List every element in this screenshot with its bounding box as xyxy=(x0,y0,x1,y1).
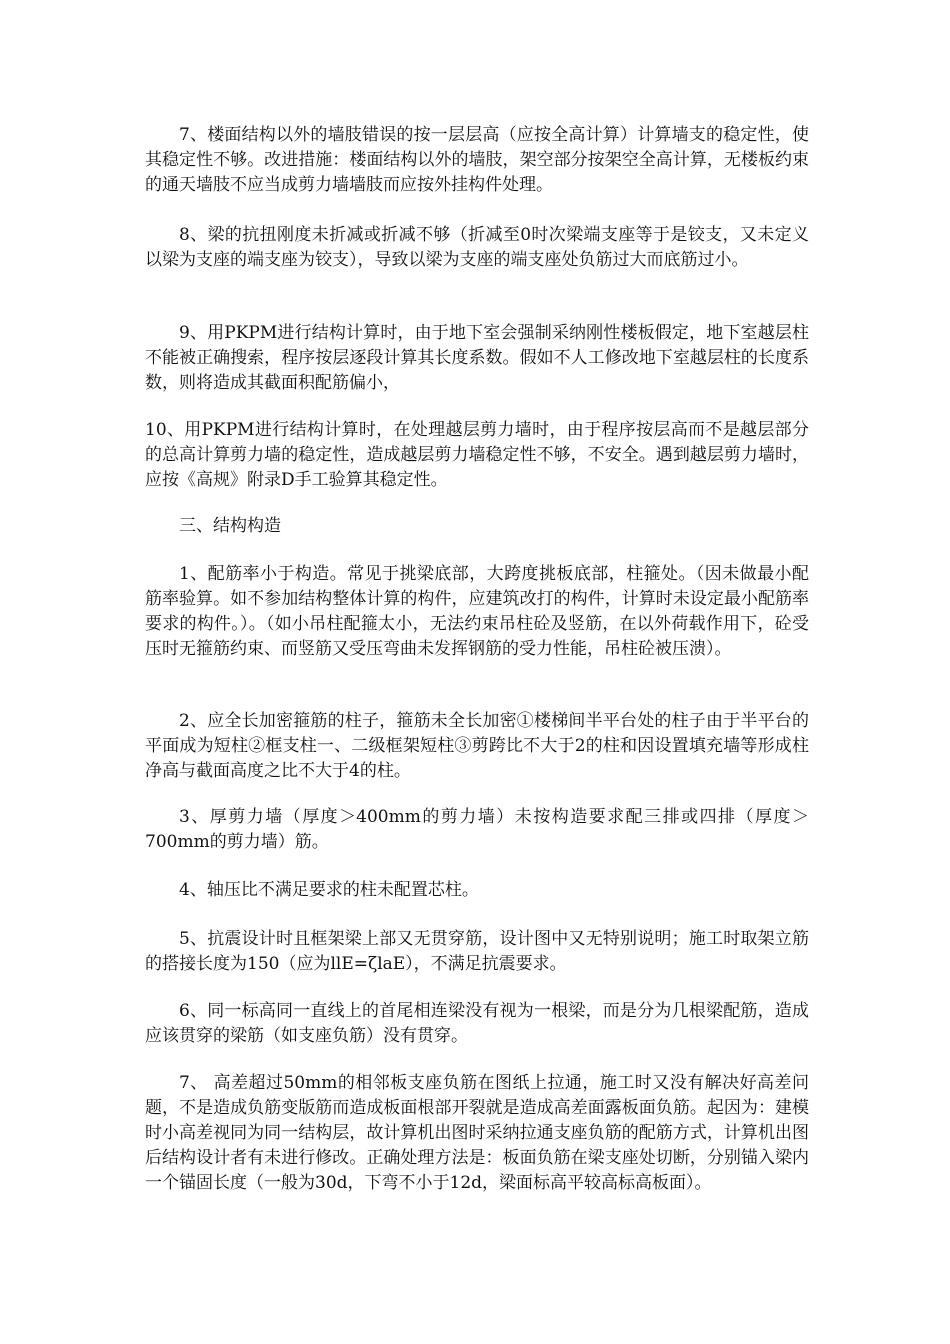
paragraph-detailing-1-reinforcement-ratio: 1、配筋率小于构造。常见于挑梁底部，大跨度挑板底部，柱箍处。（因未做最小配筋率验算。如不参加结构整体计算的构件，应建筑改打的构件，计算时未设定最小配筋率要求的构件。）。（如小吊柱配箍太小，无法约束吊柱砼及竖筋，在以外荷载作用下，砼受压时无箍筋约束、而竖筋又受压弯曲未发挥钢筋的受力性能，吊柱砼被压溃）。 xyxy=(145,564,809,659)
section-heading-structural-detailing: 三、结构构造 xyxy=(179,516,281,536)
paragraph-detailing-6-continuous-beam: 6、同一标高同一直线上的首尾相连梁没有视为一根梁，而是分为几根梁配筋，造成应该贯穿的梁筋（如支座负筋）没有贯穿。 xyxy=(145,1001,809,1046)
paragraph-detailing-5-seismic-beam: 5、抗震设计时且框架梁上部又无贯穿筋，设计图中又无特别说明；施工时取架立筋的搭接长度为150（应为llE=ζlaE），不满足抗震要求。 xyxy=(145,929,809,974)
paragraph-detailing-3-thick-shear-wall: 3、厚剪力墙（厚度＞400mm的剪力墙）未按构造要求配三排或四排（厚度＞700mm的剪力墙）筋。 xyxy=(145,807,809,852)
paragraph-detailing-4-core-column: 4、轴压比不满足要求的柱未配置芯柱。 xyxy=(179,880,479,900)
paragraph-item-10-shear-wall: 10、用PKPM进行结构计算时，在处理越层剪力墙时，由于程序按层高而不是越层部分的总高计算剪力墙的稳定性，造成越层剪力墙稳定性不够，不安全。遇到越层剪力墙时，应按《高规》附录D手工验算其稳定性。 xyxy=(145,420,809,490)
paragraph-item-9-basement-columns: 9、用PKPM进行结构计算时，由于地下室会强制采纳刚性楼板假定，地下室越层柱不能被正确搜索，程序按层逐段计算其长度系数。假如不人工修改地下室越层柱的长度系数，则将造成其截面积配筋偏小， xyxy=(145,323,809,393)
paragraph-item-7-wall-stability: 7、楼面结构以外的墙肢错误的按一层层高（应按全高计算）计算墙支的稳定性，使其稳定性不够。改进措施：楼面结构以外的墙肢，架空部分按架空全高计算，无楼板约束的通天墙肢不应当成剪力墙墙肢而应按外挂构件处理。 xyxy=(145,125,809,195)
paragraph-item-8-torsion-stiffness: 8、梁的抗扭刚度未折减或折减不够（折减至0时次梁端支座等于是铰支，又未定义以梁为支座的端支座为铰支），导致以梁为支座的端支座处负筋过大而底筋过小。 xyxy=(145,225,809,270)
paragraph-detailing-2-stirrups: 2、应全长加密箍筋的柱子，箍筋未全长加密①楼梯间半平台处的柱子由于半平台的平面成为短柱②框支柱一、二级框架短柱③剪跨比不大于2的柱和因设置填充墙等形成柱净高与截面高度之比不大于4的柱。 xyxy=(145,711,809,781)
paragraph-detailing-7-slab-height-difference: 7、 高差超过50mm的相邻板支座负筋在图纸上拉通，施工时又没有解决好高差问题，不是造成负筋变版筋而造成板面根部开裂就是造成高差面露板面负筋。起因为：建模时小高差视同为同一结构层，故计算机出图时采纳拉通支座负筋的配筋方式，计算机出图后结构设计者有未进行修改。正确处理方法是：板面负筋在梁支座处切断，分别锚入梁内一个锚固长度（一般为30d，下弯不小于12d，梁面标高平较高标高板面）。 xyxy=(145,1073,809,1193)
